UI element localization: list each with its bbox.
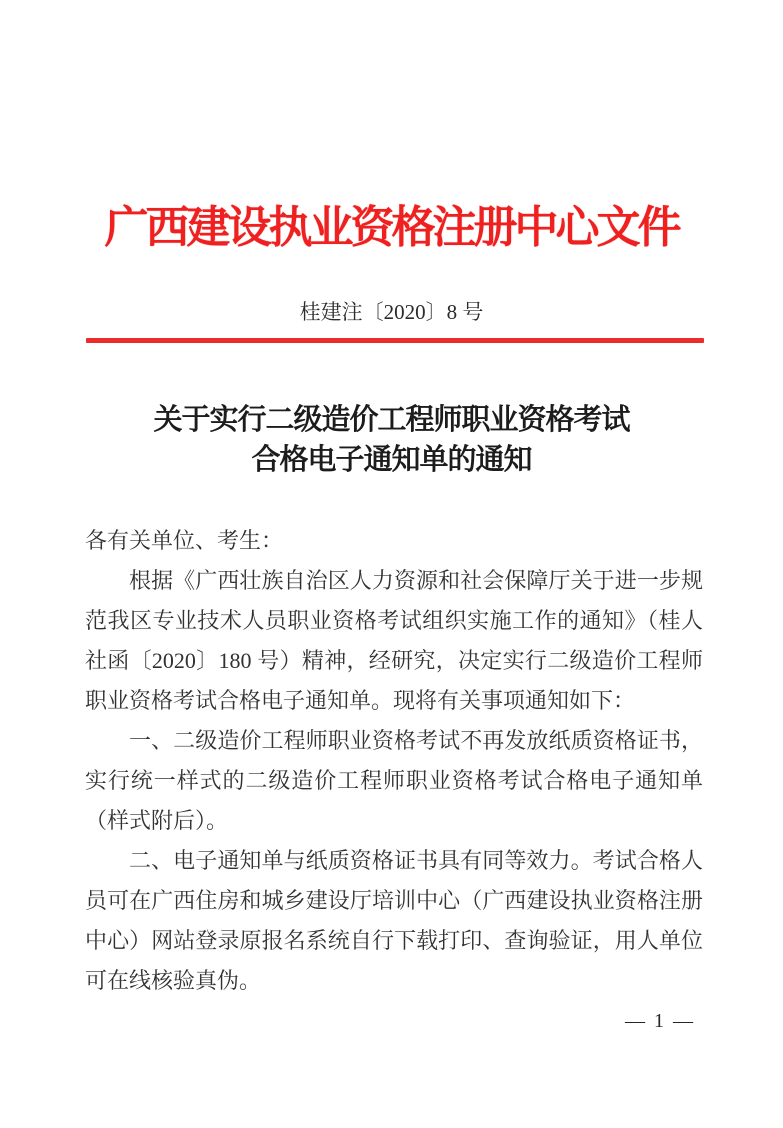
notice-title-line2: 合格电子通知单的通知	[251, 444, 532, 476]
notice-title	[0, 400, 783, 480]
letterhead-title: 广西建设执业资格注册中心文件	[104, 203, 679, 252]
document-number: 桂建注〔2020〕8 号	[299, 300, 484, 324]
notice-title-line1: 关于实行二级造价工程师职业资格考试	[153, 404, 630, 436]
red-divider-rule	[86, 338, 704, 343]
paragraph-basis: 根据《广西壮族自治区人力资源和社会保障厅关于进一步规范我区专业技术人员职业资格考试组织实施工作的通知》（桂人社函〔2020〕180 号）精神，经研究，决定实行二级造价工程师职业资格考试合格电子通知单。现将有关事项通知如下：	[85, 568, 703, 713]
page-number: — 1 —	[625, 1010, 695, 1032]
document-body	[85, 521, 703, 1001]
paragraph-item-2: 二、电子通知单与纸质资格证书具有同等效力。考试合格人员可在广西住房和城乡建设厅培训中心（广西建设执业资格注册中心）网站登录原报名系统自行下载打印、查询验证，用人单位可在线核验真伪。	[85, 848, 703, 993]
paragraph-item-1: 一、二级造价工程师职业资格考试不再发放纸质资格证书，实行统一样式的二级造价工程师职业资格考试合格电子通知单（样式附后）。	[85, 728, 703, 833]
salutation: 各有关单位、考生：	[85, 528, 284, 553]
